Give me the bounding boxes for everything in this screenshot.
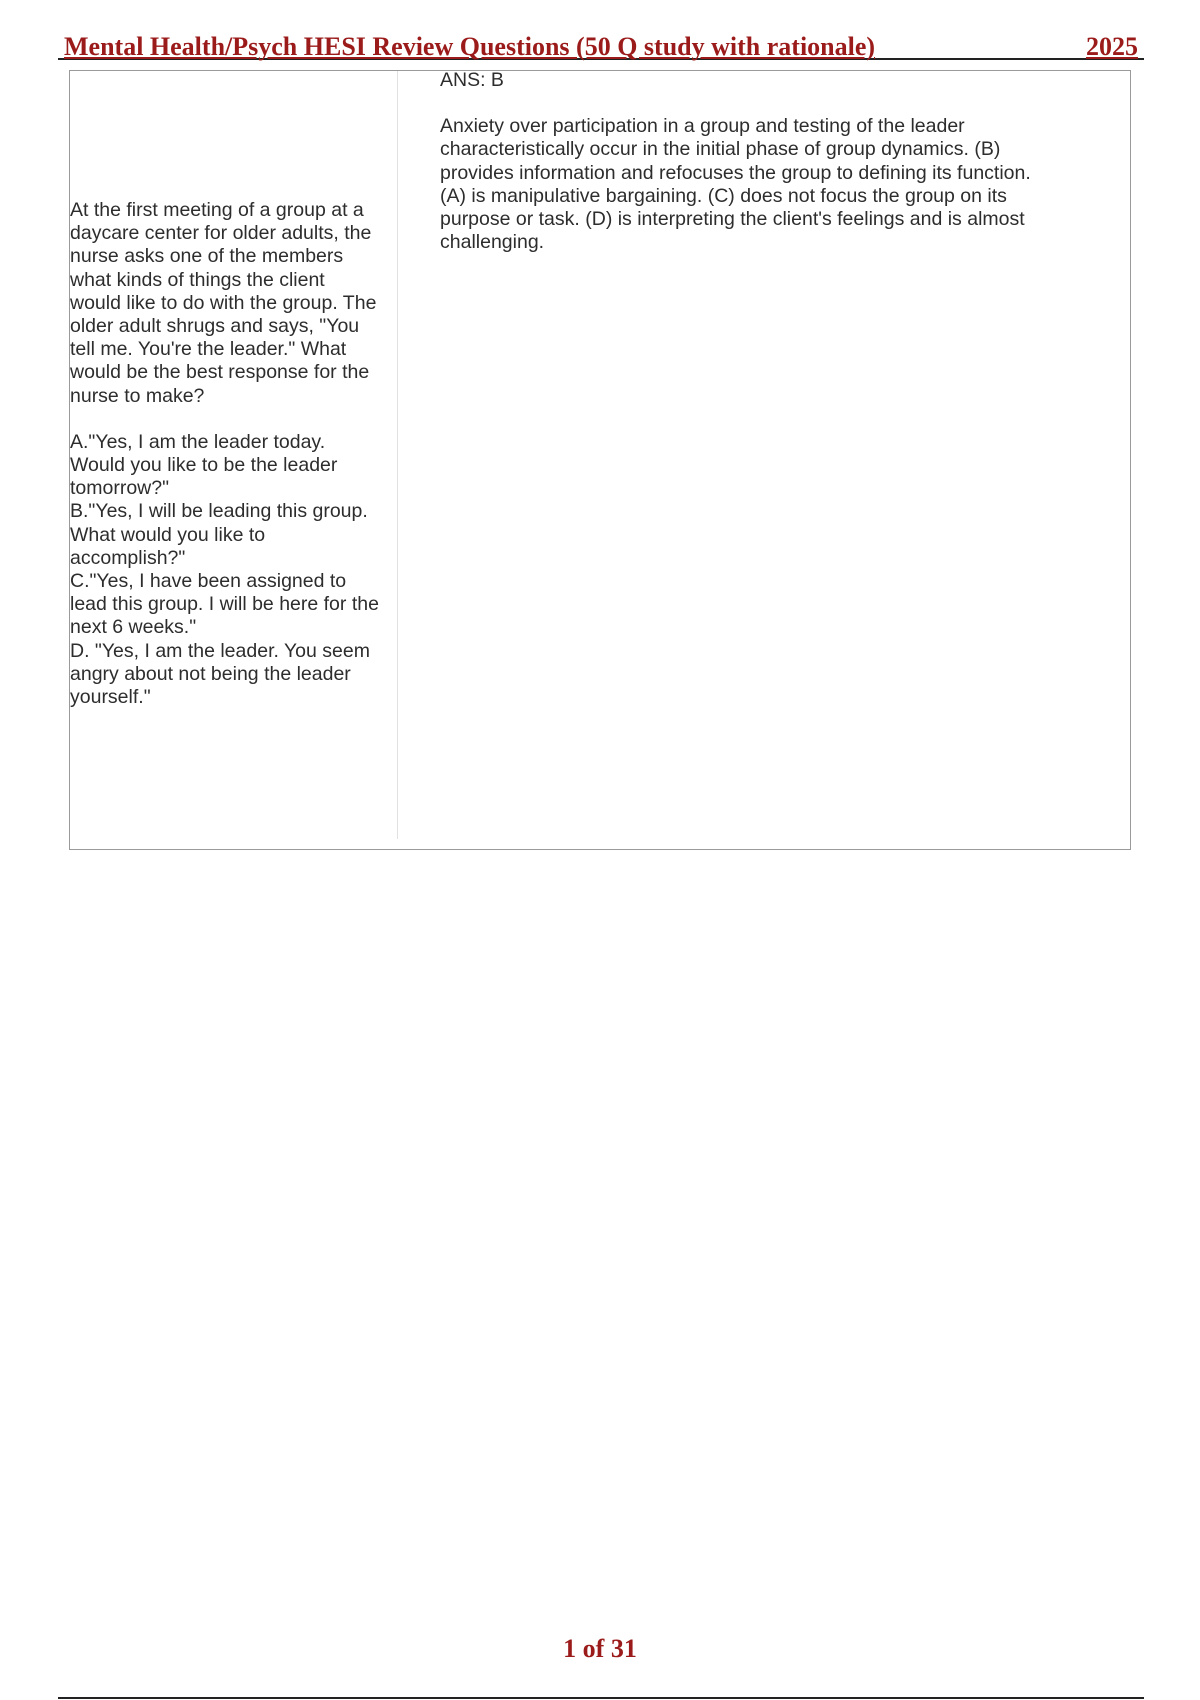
option-b: B."Yes, I will be leading this group. What would you like to accomplish?": [70, 500, 368, 569]
document-title: Mental Health/Psych HESI Review Questions (50 Q study with rationale): [64, 32, 876, 61]
answer-options: [70, 431, 380, 709]
option-a: A."Yes, I am the leader today. Would you like to be the leader tomorrow?": [70, 430, 338, 500]
option-d: D. "Yes, I am the leader. You seem angry about not being the leader yourself.": [70, 639, 370, 709]
footer-rule: [58, 1697, 1144, 1699]
answer-cell: [440, 69, 1060, 254]
option-c: C."Yes, I have been assigned to lead this group. I will be here for the next 6 weeks.": [70, 570, 379, 639]
rationale-text: Anxiety over participation in a group and testing of the leader characteristically occur in the initial phase of group dynamics. (B) provides information and refocuses the group to defining its function. (A) is manipulative bargaining. (C) does not focus the group on its purpose or task. (D) is interpreting the client's feelings and is almost challenging.: [440, 115, 1031, 254]
page-header: [58, 30, 1144, 60]
page-number: 1 of 31: [563, 1634, 637, 1663]
question-text: At the first meeting of a group at a daycare center for older adults, the nurse asks one of the members what kinds of things the client would like to do with the group. The older adult shrugs and says, "You tell me. You're the leader." What would be the best response for the nurse to make?: [70, 199, 377, 407]
question-answer-table: [69, 70, 1131, 850]
answer-key: ANS: B: [440, 69, 504, 91]
question-cell: [70, 199, 380, 709]
column-divider: [397, 71, 398, 839]
document-year: 2025: [1086, 32, 1138, 61]
